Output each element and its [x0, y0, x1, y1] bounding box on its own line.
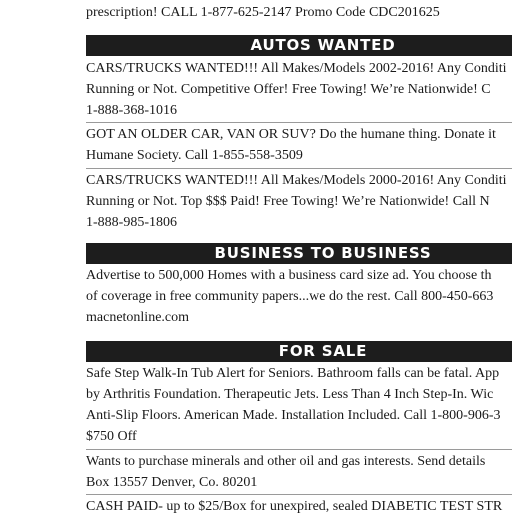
ad-line: Advertise to 500,000 Homes with a business card size ad. You choose th [86, 268, 492, 283]
section-title: BUSINESS TO BUSINESS [214, 244, 432, 262]
classified-ad [86, 496, 512, 517]
ad-line: prescription! CALL 1-877-625-2147 Promo Code CDC201625 [86, 5, 440, 20]
ad-line: 1-888-985-1806 [86, 215, 177, 230]
section-title: AUTOS WANTED [250, 36, 396, 54]
classified-ad [86, 58, 512, 121]
ad-line: Wants to purchase minerals and other oil and gas interests. Send details [86, 454, 486, 469]
classified-ad [86, 451, 512, 493]
ad-line: CARS/TRUCKS WANTED!!! All Makes/Models 2000-2016! Any Conditi [86, 173, 507, 188]
ad-divider [86, 449, 512, 450]
ad-divider [86, 122, 512, 123]
ad-line: GOT AN OLDER CAR, VAN OR SUV? Do the humane thing. Donate it [86, 127, 496, 142]
ad-line: 1-888-368-1016 [86, 103, 177, 118]
ad-line: macnetonline.com [86, 310, 190, 325]
ad-line: of coverage in free community papers...we do the rest. Call 800-450-663 [86, 289, 494, 304]
ad-line: by Arthritis Foundation. Therapeutic Jets. Less Than 4 Inch Step-In. Wic [86, 387, 494, 402]
ad-line: $750 Off [86, 429, 137, 444]
ad-line: CASH PAID- up to $25/Box for unexpired, sealed DIABETIC TEST STR [86, 499, 503, 514]
ad-line: CARS/TRUCKS WANTED!!! All Makes/Models 2002-2016! Any Conditi [86, 61, 507, 76]
section-header-for-sale [86, 341, 512, 362]
ad-line: Humane Society. Call 1-855-558-3509 [86, 148, 303, 163]
ad-divider [86, 168, 512, 169]
ad-divider [86, 494, 512, 495]
ad-line: Running or Not. Top $$$ Paid! Free Towing! We’re Nationwide! Call N [86, 194, 490, 209]
ad-line: Running or Not. Competitive Offer! Free Towing! We’re Nationwide! C [86, 82, 491, 97]
ad-line: Box 13557 Denver, Co. 80201 [86, 475, 258, 490]
section-header-autos-wanted [86, 35, 512, 56]
ad-line: Safe Step Walk-In Tub Alert for Seniors. Bathroom falls can be fatal. App [86, 366, 500, 381]
classified-ad [86, 124, 512, 166]
section-title: FOR SALE [278, 342, 368, 360]
section-header-business-to-business [86, 243, 512, 264]
classified-ad [86, 363, 512, 447]
classified-ad [86, 170, 512, 233]
ad-line: Anti-Slip Floors. American Made. Installation Included. Call 1-800-906-3 [86, 408, 501, 423]
classified-ad [86, 265, 512, 328]
